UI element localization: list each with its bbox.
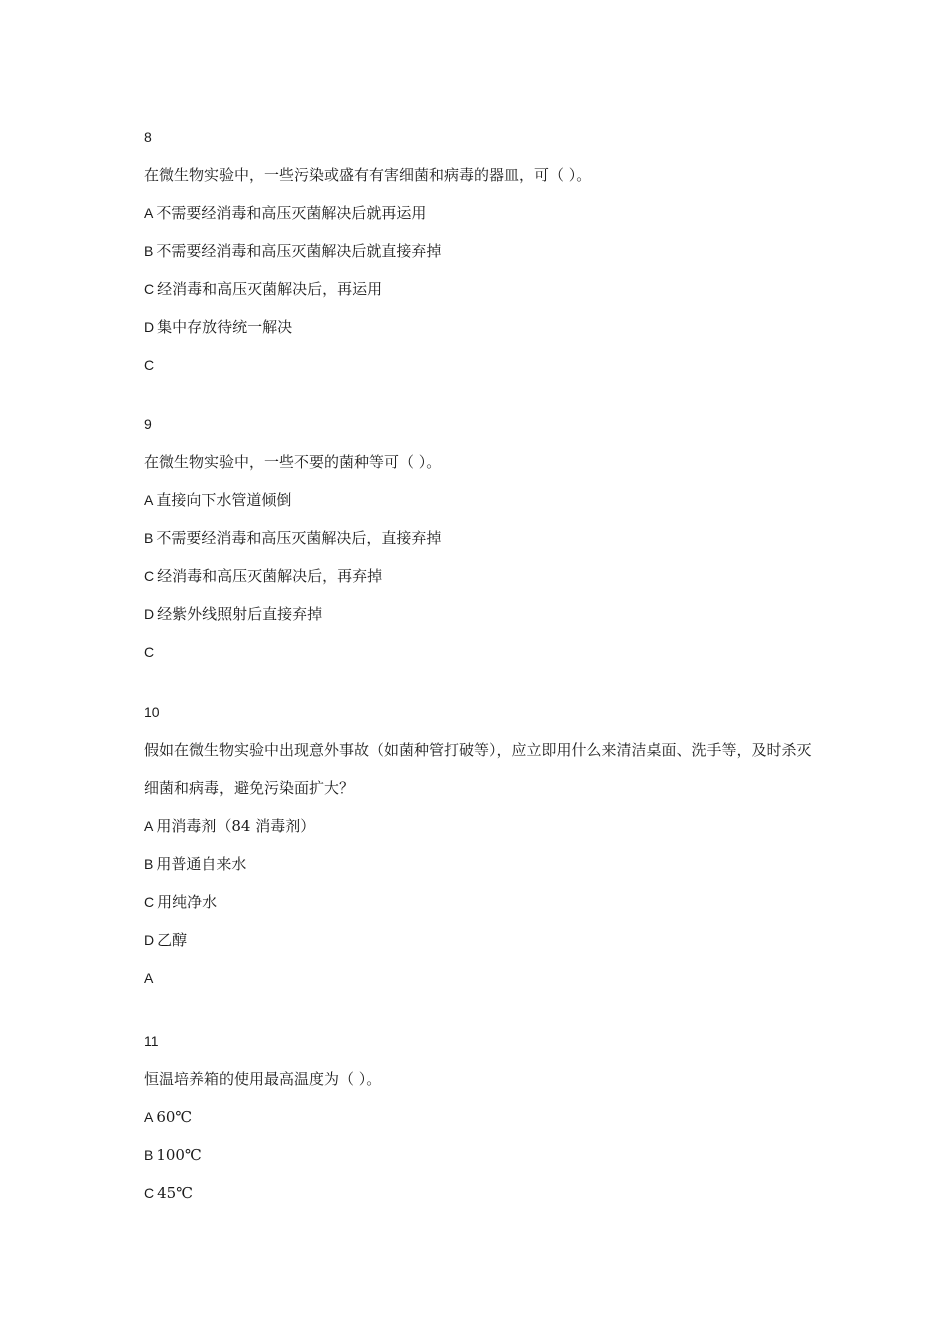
option-text: 45℃ xyxy=(157,1184,193,1202)
option-letter: B xyxy=(144,1147,154,1163)
option-text: 60℃ xyxy=(156,1108,193,1126)
option-b xyxy=(144,854,814,892)
option-text: 用纯净水 xyxy=(157,893,218,911)
option-text: 不需要经消毒和高压灭菌解决后就直接弃掉 xyxy=(156,242,442,260)
option-letter: C xyxy=(144,568,155,584)
question-block xyxy=(144,127,824,393)
option-letter: C xyxy=(144,894,155,910)
question-block xyxy=(144,414,824,680)
option-a xyxy=(144,1107,824,1145)
option-letter: A xyxy=(144,818,154,834)
option-a xyxy=(144,816,814,854)
answer: C xyxy=(144,357,155,373)
question-block xyxy=(144,702,814,1006)
question-text: 在微生物实验中，一些不要的菌种等可（ ）。 xyxy=(144,453,442,471)
question-number: 10 xyxy=(144,704,160,720)
answer: C xyxy=(144,644,155,660)
option-letter: C xyxy=(144,1185,155,1201)
question-text: 在微生物实验中，一些污染或盛有有害细菌和病毒的器皿，可（ ）。 xyxy=(144,166,592,184)
option-b xyxy=(144,528,824,566)
option-letter: C xyxy=(144,281,155,297)
option-text: 不需要经消毒和高压灭菌解决后就再运用 xyxy=(156,204,427,222)
option-d xyxy=(144,317,824,355)
question-text: 假如在微生物实验中出现意外事故（如菌种管打破等），应立即用什么来清洁桌面、洗手等，及时杀灭细菌和病毒，避免污染面扩大？ xyxy=(144,741,812,797)
option-letter: A xyxy=(144,205,154,221)
option-letter: B xyxy=(144,243,154,259)
question-number: 8 xyxy=(144,129,152,145)
option-text: 乙醇 xyxy=(157,931,188,949)
option-text: 经消毒和高压灭菌解决后，再运用 xyxy=(157,280,383,298)
option-d xyxy=(144,604,824,642)
option-text: 不需要经消毒和高压灭菌解决后，直接弃掉 xyxy=(156,529,442,547)
option-letter: A xyxy=(144,1109,154,1125)
option-text: 直接向下水管道倾倒 xyxy=(156,491,292,509)
option-b xyxy=(144,241,824,279)
option-text: 集中存放待统一解决 xyxy=(157,318,293,336)
option-letter: B xyxy=(144,856,154,872)
option-text: 用普通自来水 xyxy=(156,855,247,873)
question-number: 11 xyxy=(144,1033,159,1049)
option-c xyxy=(144,1183,824,1221)
option-text: 经紫外线照射后直接弃掉 xyxy=(157,605,323,623)
option-a xyxy=(144,203,824,241)
question-text: 恒温培养箱的使用最高温度为（ ）。 xyxy=(144,1070,382,1088)
option-text: 用消毒剂（84 消毒剂） xyxy=(156,817,316,835)
option-letter: D xyxy=(144,606,155,622)
option-a xyxy=(144,490,824,528)
answer: A xyxy=(144,970,154,986)
option-c xyxy=(144,566,824,604)
option-c xyxy=(144,892,814,930)
option-text: 100℃ xyxy=(156,1146,202,1164)
option-letter: B xyxy=(144,530,154,546)
option-letter: D xyxy=(144,319,155,335)
question-number: 9 xyxy=(144,416,152,432)
option-c xyxy=(144,279,824,317)
option-letter: A xyxy=(144,492,154,508)
option-text: 经消毒和高压灭菌解决后，再弃掉 xyxy=(157,567,383,585)
option-b xyxy=(144,1145,824,1183)
option-d xyxy=(144,930,814,968)
question-block xyxy=(144,1031,824,1221)
option-letter: D xyxy=(144,932,155,948)
